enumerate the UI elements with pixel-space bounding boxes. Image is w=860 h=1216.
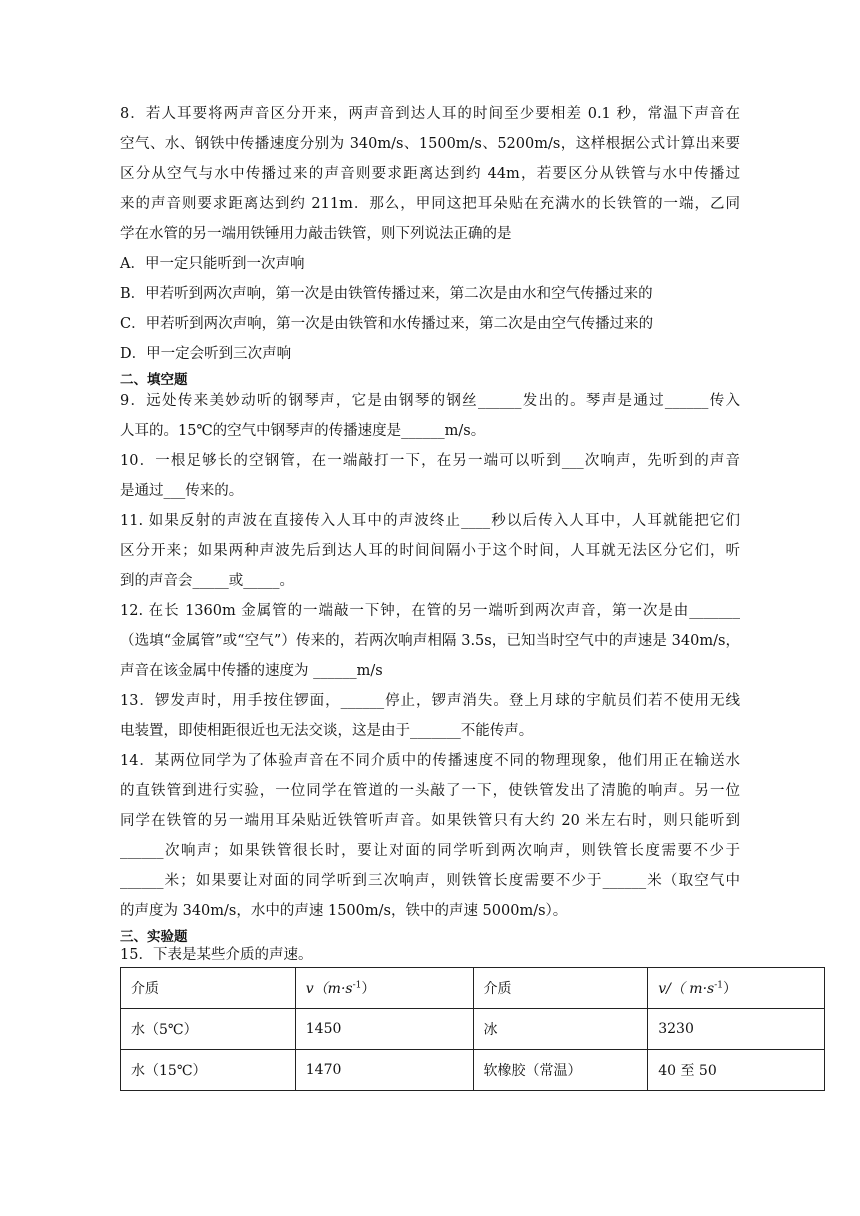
section-3-heading: 三、实验题 [120,929,188,945]
q8-line-2: 空气、水、钢铁中传播速度分别为 340m/s、1500m/s、5200m/s，这样根据公式计算出来要 [120,136,740,152]
q11-line-2: 区分开来；如果两种声波先后到达人耳的时间间隔小于这个时间，人耳就无法区分它们，听 [120,543,740,559]
table-cell: 3230 [648,1009,825,1050]
q11-line-3: 到的声音会_____或_____。 [120,573,294,589]
q8-option-a: A．甲一定只能听到一次声响 [120,256,305,272]
table-cell: 1450 [295,1009,473,1050]
table-row [121,1050,825,1091]
table-header-row [121,968,825,1009]
q14-line-3: 同学在铁管的另一端用耳朵贴近铁管听声音。如果铁管只有大约 20 米左右时，则只能听到 [120,813,740,829]
table-row [121,1009,825,1050]
q15-line-1: 15．下表是某些介质的声速。 [120,947,313,963]
q8-option-b: B．甲若听到两次声响，第一次是由铁管传播过来，第二次是由水和空气传播过来的 [120,286,653,302]
table-header-cell: $v(m\cdot s^{-1})$ [295,968,473,1009]
q14-line-5: ______米；如果要让对面的同学听到三次响声，则铁管长度需要不少于______米（取空气中 [120,873,740,889]
table-cell: 冰 [473,1009,648,1050]
table-header-cell: 介质 [473,968,648,1009]
table-cell: 40 至 50 [648,1050,825,1091]
q14-line-2: 的直铁管到进行实验，一位同学在管道的一头敲了一下，使铁管发出了清脆的响声。另一位 [120,783,740,799]
q12-line-2: （选填“金属管”或“空气”）传来的，若两次响声相隔 3.5s，已知当时空气中的声速是 340m/s， [120,633,740,649]
q10-line-2: 是通过___传来的。 [120,483,244,499]
table-cell: 水（15℃） [121,1050,296,1091]
table-header-cell: v/（ $m\cdot s^{-1}$） [648,968,825,1009]
q8-line-1: 8．若人耳要将两声音区分开来，两声音到达人耳的时间至少要相差 0.1 秒，常温下声音在 [120,106,740,122]
q8-line-3: 区分从空气与水中传播过来的声音则要求距离达到约 44m，若要区分从铁管与水中传播过 [120,166,740,182]
q13-line-2: 电装置，即使相距很近也无法交谈，这是由于_______不能传声。 [120,723,534,739]
q8-line-4: 来的声音则要求距离达到约 211m．那么，甲同这把耳朵贴在充满水的长铁管的一端，乙同 [120,196,741,212]
q12-line-3: 声音在该金属中传播的速度为 ______m/s [120,663,383,679]
table-cell: 水（5℃） [121,1009,296,1050]
q10-line-1: 10．一根足够长的空钢管，在一端敲打一下，在另一端可以听到___次响声，先听到的声音 [120,453,740,469]
sound-speed-table [120,967,825,1091]
q9-line-2: 人耳的。15℃的空气中钢琴声的传播速度是______m/s。 [120,423,486,439]
q14-line-6: 的声度为 340m/s，水中的声速 1500m/s，铁中的声速 5000m/s）。 [120,903,568,919]
q8-line-5: 学在水管的另一端用铁锤用力敲击铁管，则下列说法正确的是 [120,226,512,242]
q8-option-d: D．甲一定会听到三次声响 [120,346,292,362]
q8-option-c: C．甲若听到两次声响，第一次是由铁管和水传播过来，第二次是由空气传播过来的 [120,316,654,332]
q13-line-1: 13．锣发声时，用手按住锣面，______停止，锣声消失。登上月球的宇航员们若不使用无线 [120,693,740,709]
table-cell: 软橡胶（常温） [473,1050,648,1091]
table-cell: 1470 [295,1050,473,1091]
q14-line-4: ______次响声；如果铁管很长时，要让对面的同学听到两次响声，则铁管长度需要不少于 [120,843,740,859]
q11-line-1: 11. 如果反射的声波在直接传入人耳中的声波终止____秒以后传入人耳中，人耳就能把它们 [120,513,740,529]
q12-line-1: 12. 在长 1360m 金属管的一端敲一下钟，在管的另一端听到两次声音，第一次是由_______ [120,603,740,619]
table-header-cell: 介质 [121,968,296,1009]
section-2-heading: 二、填空题 [120,372,188,388]
q14-line-1: 14．某两位同学为了体验声音在不同介质中的传播速度不同的物理现象，他们用正在输送水 [120,753,740,769]
q9-line-1: 9．远处传来美妙动听的钢琴声，它是由钢琴的钢丝______发出的。琴声是通过______传入 [120,393,740,409]
